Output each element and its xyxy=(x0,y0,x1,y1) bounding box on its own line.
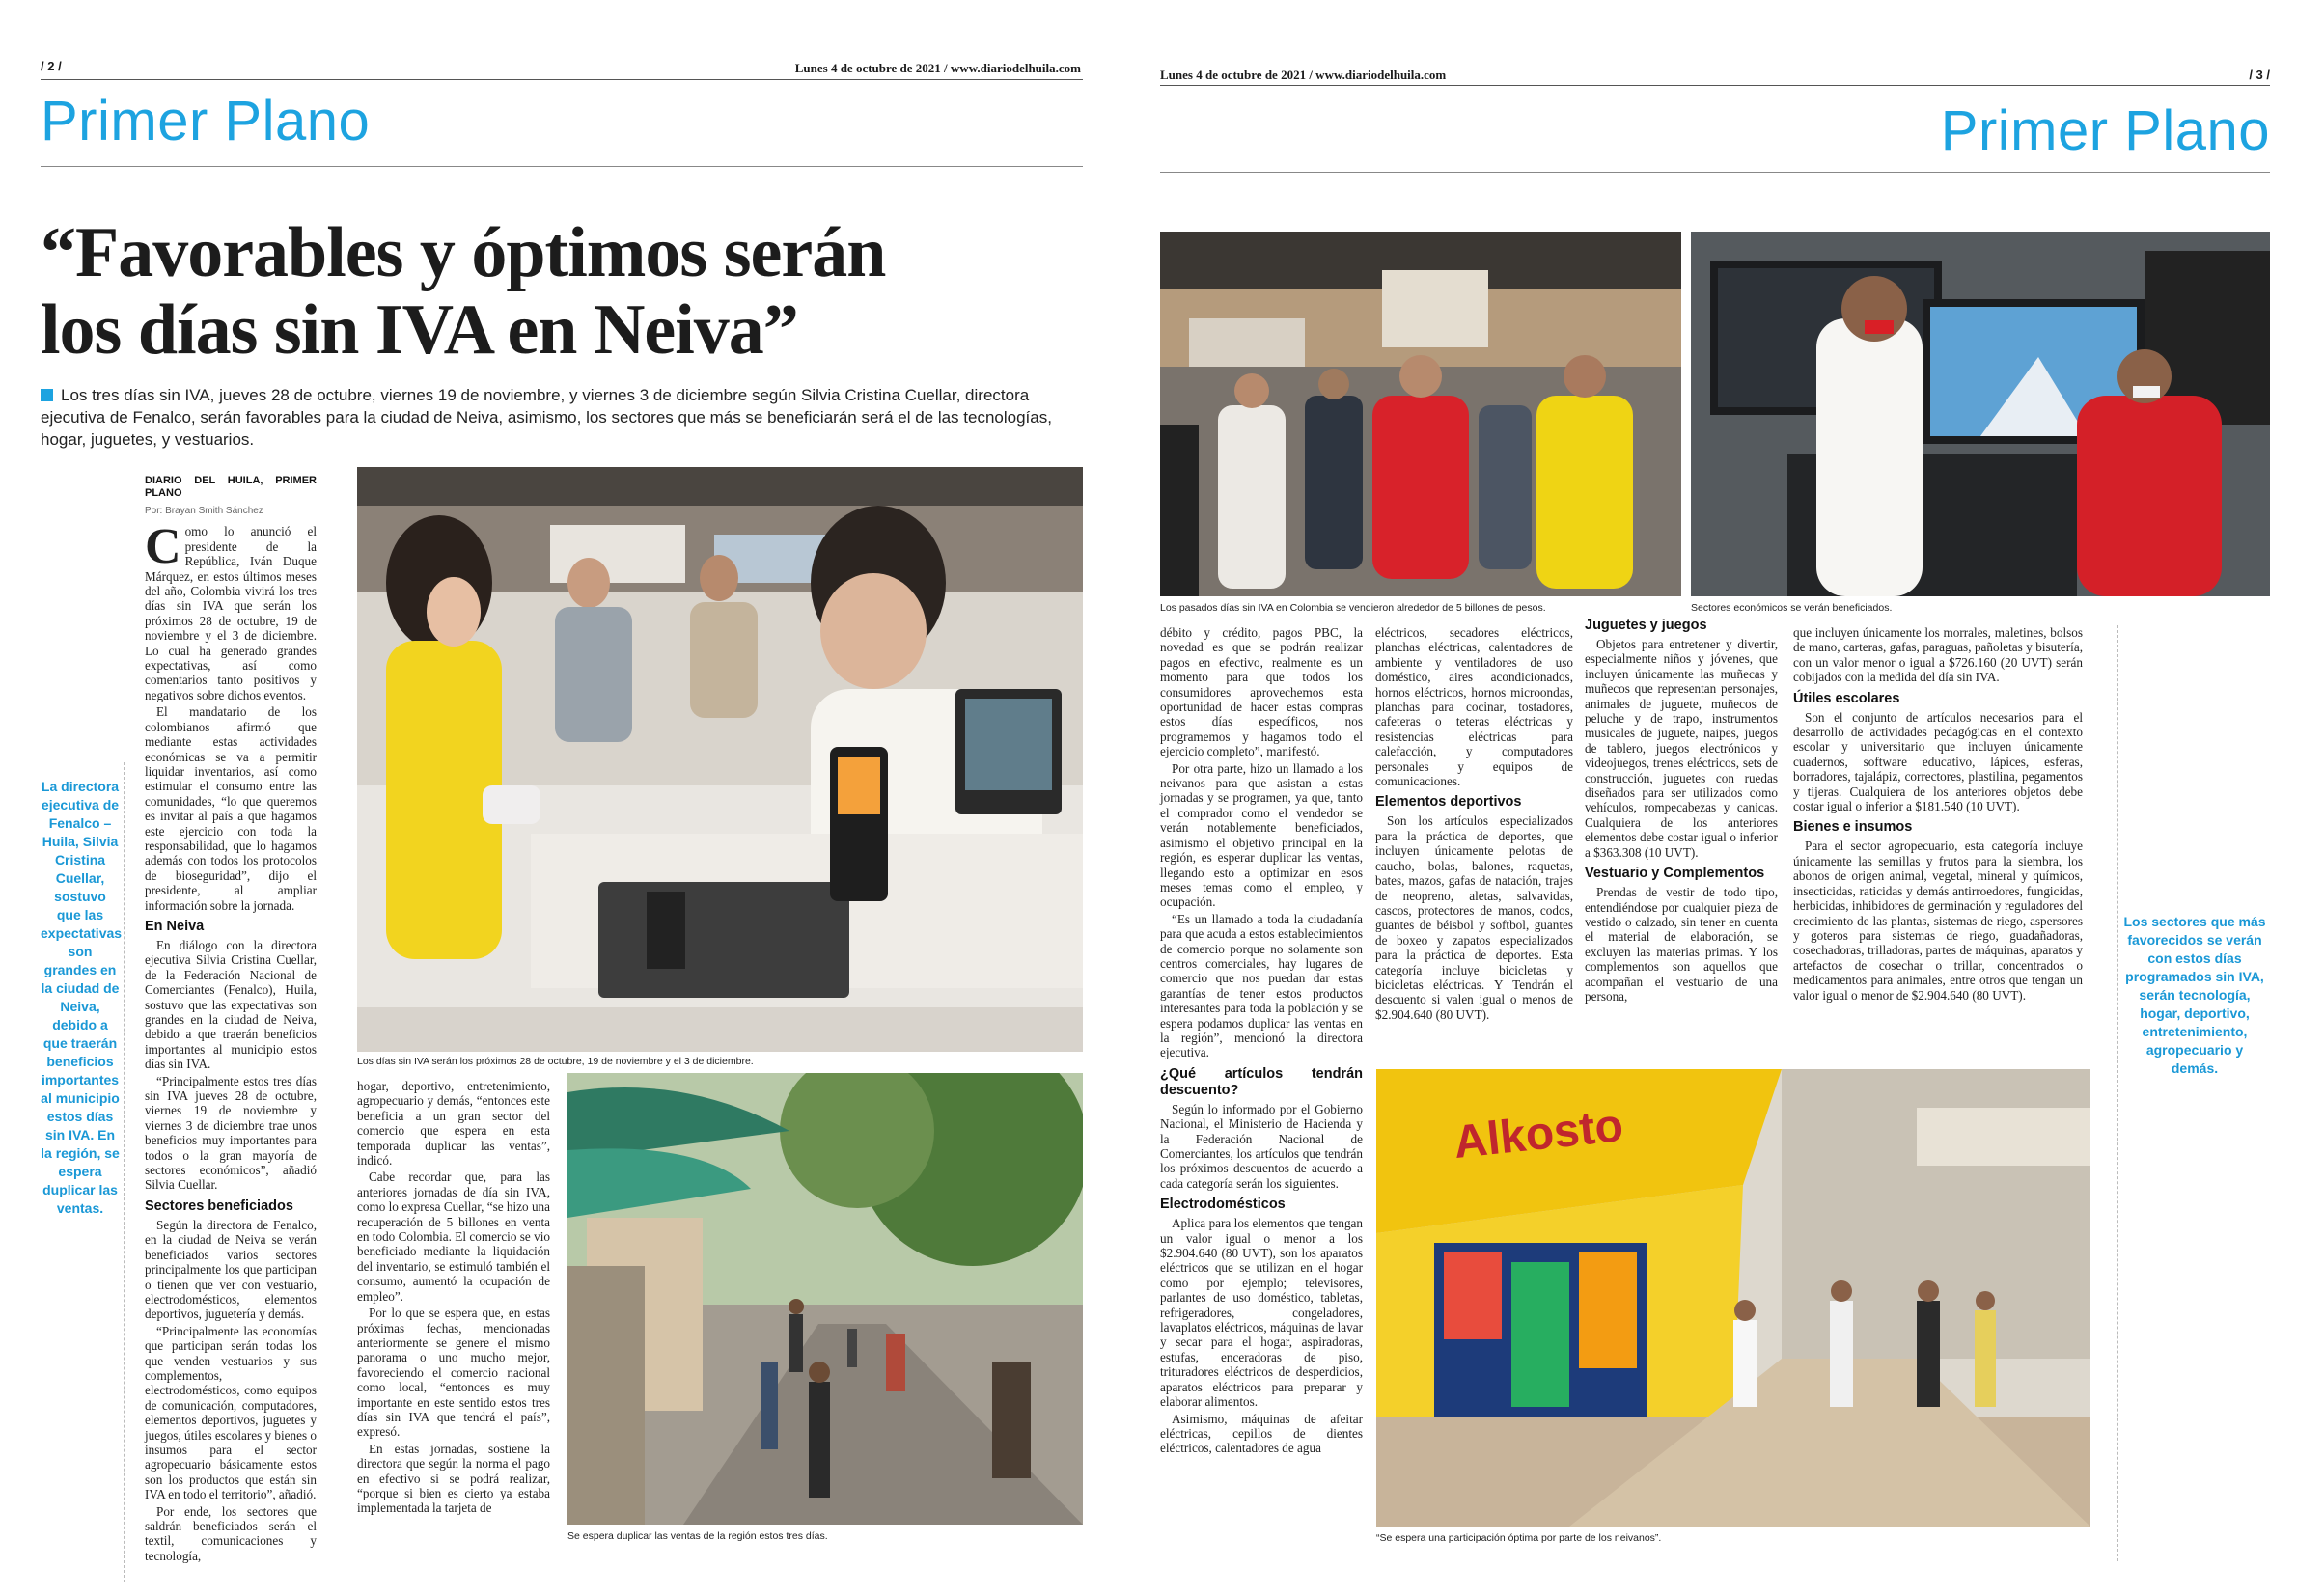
section-title-left: Primer Plano xyxy=(41,90,371,152)
subhead-vestuario: Vestuario y Complementos xyxy=(1585,866,1765,882)
photo-street-caption: Se espera duplicar las ventas de la región estos tres días. xyxy=(567,1530,828,1542)
subhead-bienes: Bienes e insumos xyxy=(1793,819,1913,836)
photo-storefront-caption: “Se espera una participación óptima por parte de los neivanos”. xyxy=(1376,1532,1662,1544)
section-rule xyxy=(41,166,1083,167)
page-number-right: / 3 / xyxy=(2249,68,2270,82)
article-column-2: hogar, deportivo, entretenimiento, agropecuario y demás, “entonces este beneficia a un gran sector del comercio que espera en esta temporada duplicar las ventas”, indicó. Cabe recordar que, para las anteriores jornadas de día sin IVA, como lo expresa Cuellar, “se hizo una recuperación de 5 billones en venta en todo Colombia. El comercio se vio beneficiado mediante la liquidación del inventario, se estimuló también el consumo, aumentó la ocupación de empleo”. Por lo que se espera que, en estas próximas fechas, mencionadas anteriormente se genere el mismo panorama o uno mucho mejor, favoreciendo el comercio nacional como local, “entonces es muy importante en este sentido estos tres días sin IVA que tendrá el país”, expresó. En estas jornadas, sostiene la directora que según la norma el pago en efectivo si se podrá realizar, “porque si bien es cierto ya estaba implementada la tarjeta de xyxy=(357,1079,550,1516)
photo-tv-caption: Sectores económicos se verán beneficiados. xyxy=(1691,602,1893,614)
article-column-6: que incluyen únicamente los morrales, maletines, bolsos de mano, carteras, gafas, paraguas, pañoletas y bisutería, con un valor menor o igual a $726.160 (20 UVT) serán cobijados con la medida del día sin IVA. Útiles escolares Son el conjunto de artículos necesarios para el desarrollo de actividades pedagógicas en el contexto escolar y universitario que incluyen únicamente cuadernos, software educativo, lápices, esferas, borradores, tajalápiz, correctores, plastilina, pegamentos y tijeras. Cualquiera de los anteriores objetos debe costar igual o inferior a $181.540 (10 UVT). Bienes e insumos Para el sector agropecuario, esta categoría incluye únicamente las semillas y frutos para la siembra, los abonos de origen animal, vegetal, mineral y químicos, insecticidas, raticidas y demás antirroedores, fungicidas, herbicidas, inhibidores de germinación y reguladores del crecimiento de las plantas, sistemas de riego, aspersores y goteros para sistemas de riego, guadañadoras, cosechadoras, trilladoras, partes de máquinas, aparatos y artefactos de cosechar o trillar, concentrados o medicamentos para animales, entre otros que tengan un valor igual o menor de $2.904.640 (80 UVT). xyxy=(1793,625,2083,1003)
photo-street-market xyxy=(567,1073,1083,1525)
right-page xyxy=(1148,0,2297,1596)
photo-tv-shop xyxy=(1691,232,2270,596)
headline xyxy=(41,214,1102,369)
pull-rule-right xyxy=(2117,625,2118,1561)
subhead-en-neiva: En Neiva xyxy=(145,918,205,934)
article-column-1: DIARIO DEL HUILA, PRIMER PLANO Por: Brayan Smith Sánchez Como lo anunció el presidente de la República, Iván Duque Márquez, en estos últimos meses del año, Colombia vivirá los tres días sin IVA que serán los próximos 28 de octubre, 19 de noviembre y el 3 de diciembre. Lo cual ha generado grandes expectativas, así como comentarios tanto positivos y negativos sobre dichos eventos. El mandatario de los colombianos afirmó que mediante estas actividades económicas se va a permitir liquidar inventarios, así como estimular el consumo entre las comunidades, “lo que queremos es invitar al país a que hagamos este ejercicio con toda la responsabilidad, que lo hagamos además con todos los protocolos de bioseguridad”, dijo el presidente, al ampliar información sobre la jornada. En Neiva En diálogo con la directora ejecutiva Silvia Cristina Cuellar, de la Federación Nacional de Comerciantes (Fenalco), Huila, sostuvo que las expectativas son grandes en la ciudad de Neiva, debido a que traerán beneficios importantes al municipio estos días sin IVA. “Principalmente estos tres días sin IVA jueves 28 de octubre, viernes 19 de noviembre y viernes 3 de diciembre trae unos beneficios muy importantes para todos o la gran mayoría de sectores económicos”, añadió Silvia Cuellar. Sectores beneficiados Según la directora de Fenalco, en la ciudad de Neiva se verán beneficiados varios sectores principalmente los que participan o tienen que ver con vestuario, electrodomésticos, elementos deportivos, juguetería y demás. “Principalmente las economías que participan serán todas los que venden vestuarios y sus complementos, electrodomésticos, como equipos de comunicación, computadores, elementos deportivos, juguetes y juegos, útiles escolares y bienes o insumos para el sector agropecuario básicamente estos son los productos que están sin IVA en todo el territorio”, añadió. Por ende, los sectores que saldrán beneficiados serán el textil, comunicaciones y tecnología, xyxy=(145,475,317,1563)
drop-cap: C xyxy=(145,519,181,575)
article-column-5: Juguetes y juegos Objetos para entretener y divertir, especialmente niños y jóvenes, que incluyen únicamente las muñecas y muñecos que representan personajes, animales de juguete, muñecos de peluche y de trapo, instrumentos musicales de juguete, naipes, juegos de tablero, juegos electrónicos y videojuegos, trenes eléctricos, sets de construcción, juguetes con ruedas diseñados para ser utilizados como vehículos, rompecabezas y canicas. Cualquiera de los anteriores elementos debe costar igual o inferior a $363.308 (10 UVT). Vestuario y Complementos Prendas de vestir de todo tipo, entendiéndose por cualquier pieza de vestido o calzado, sin tener en cuenta el material de elaboración, se excluyen las materias primas. Y los complementos son aquellos que acompañan el vestuario de una persona, xyxy=(1585,618,1778,1004)
subhead-juguetes: Juguetes y juegos xyxy=(1585,618,1707,633)
crowd-illustration xyxy=(1160,232,1681,596)
photo-storefront xyxy=(1376,1069,2090,1527)
store-sign: Alkosto xyxy=(1451,1099,1626,1169)
subhead-deportivos: Elementos deportivos xyxy=(1375,794,1522,811)
tv-illustration xyxy=(1691,232,2270,596)
bullet-square-icon xyxy=(41,389,53,401)
section-title-right: Primer Plano xyxy=(1940,99,2270,162)
dateline-left: Lunes 4 de octubre de 2021 / www.diariodelhuila.com xyxy=(794,61,1081,75)
left-page xyxy=(0,0,1139,1596)
street-illustration xyxy=(567,1073,1083,1525)
photo-checkout-caption: Los días sin IVA serán los próximos 28 de octubre, 19 de noviembre y el 3 de diciembre. xyxy=(357,1056,754,1067)
pull-quote-left: La directora ejecutiva de Fenalco – Huila, Silvia Cristina Cuellar, sostuvo que las expectativas son grandes en la ciudad de Neiva, debido a que traerán beneficios importantes al municipio estos días sin IVA. En la región, se espera duplicar las ventas. xyxy=(41,779,123,1216)
headline-line2: los días sin IVA en Neiva” xyxy=(41,290,798,370)
article-column-4: eléctricos, secadores eléctricos, planchas eléctricas, calentadores de ambiente y ventiladores de uso doméstico, aires acondicionados, hornos eléctricos, hornos microondas, planchas para cocinar, tostadores, cafeteras o teteras eléctricas y resistencias eléctricas para calefacción, y computadores personales y equipos de comunicaciones. Elementos deportivos Son los artículos especializados para la práctica de deportes, que incluyen únicamente pelotas de caucho, bolas, balones, raquetas, bates, mazos, gafas de natación, trajes de neopreno, aletas, salvavidas, cascos, protectores de manos, codos, guantes de béisbol y softbol, guantes de boxeo y zapatos especializados para la práctica de deportes. Esta categoría incluye bicicletas y bicicletas eléctricas. Y Tendrán el descuento si valen igual o menos de $2.904.640 (80 UVT). xyxy=(1375,625,1573,1022)
photo-crowd-caption: Los pasados días sin IVA en Colombia se vendieron alrededor de 5 billones de pesos. xyxy=(1160,602,1546,614)
subhead-electrodomesticos: Electrodomésticos xyxy=(1160,1197,1286,1213)
pull-quote-right: Los sectores que más favorecidos se verán con estos días programados sin IVA, serán tecnología, hogar, deportivo, entretenimiento, agropecuario y demás. xyxy=(2123,914,2266,1076)
subhead-sectores: Sectores beneficiados xyxy=(145,1197,293,1214)
photo-checkout xyxy=(357,467,1083,1052)
byline: DIARIO DEL HUILA, PRIMER PLANO xyxy=(145,475,317,499)
top-rule-right xyxy=(1160,85,2270,86)
dateline-right: Lunes 4 de octubre de 2021 / www.diariodelhuila.com xyxy=(1160,68,1447,82)
subhead-descuento: ¿Qué artículos tendrán descuento? xyxy=(1160,1065,1363,1098)
headline-line1: “Favorables y óptimos serán xyxy=(41,213,886,292)
subhead-utiles: Útiles escolares xyxy=(1793,690,1900,706)
section-rule-right xyxy=(1160,172,2270,173)
lead-paragraph: Los tres días sin IVA, jueves 28 de octubre, viernes 19 de noviembre, y viernes 3 de diciembre según Silvia Cristina Cuellar, directora ejecutiva de Fenalco, serán favorables para la ciudad de Neiva, asimismo, los sectores que más se beneficiarán será el de las tecnologías, hogar, juguetes, y vestuarios. xyxy=(41,386,1052,449)
page-number-left: / 2 / xyxy=(41,59,62,73)
photo-store-crowd xyxy=(1160,232,1681,596)
author: Por: Brayan Smith Sánchez xyxy=(145,506,263,516)
top-rule xyxy=(41,79,1083,80)
pull-rule xyxy=(124,762,125,1582)
article-column-3: débito y crédito, pagos PBC, la novedad es que se podrán realizar pagos en efectivo, realmente es un momento para que todos los consumidores aprovechemos esta oportunidad de hacer estas compras estos días específicos, nos programemos y hagamos todo el ejercicio completo”, manifestó. Por otra parte, hizo un llamado a los neivanos para que asistan a estas jornadas y se programen, ya que, tanto el comprador como el vendedor se verán notablemente beneficiados, asimismo el objetivo principal en la región, es esperar duplicar las ventas, llegando esto a optimizar en esos meses temas como el empleo, y ocupación. “Es un llamado a toda la ciudadanía para que acuda a estos establecimientos de comercio porque no solamente son centros comerciales, hay lugares de comercio que nos puedan dar estas garantías de tener estos productos interesantes para toda la población y se espera podamos duplicar las ventas en la región”, mencionó la directora ejecutiva. ¿Qué artículos tendrán descuento? Según lo informado por el Gobierno Nacional, el Ministerio de Hacienda y la Federación Nacional de Comerciantes, los artículos que tendrán los próximos descuentos de acuerdo a cada categoría serán los siguientes. Electrodomésticos Aplica para los elementos que tengan un valor igual o menor a los $2.904.640 (80 UVT), son los aparatos eléctricos que se utilizan en el hogar como por ejemplo; televisores, parlantes de uso doméstico, tabletas, refrigeradores, congeladores, lavaplatos eléctricos, máquinas de lavar y secar para el hogar, aspiradoras, estufas, enceradoras de piso, trituradores eléctricos de desperdicios, aparatos eléctricos para preparar y elaborar alimentos. Asimismo, máquinas de afeitar eléctricas, cepillos de dientes eléctricos, calentadores de agua xyxy=(1160,625,1363,1456)
checkout-illustration xyxy=(357,467,1083,1052)
